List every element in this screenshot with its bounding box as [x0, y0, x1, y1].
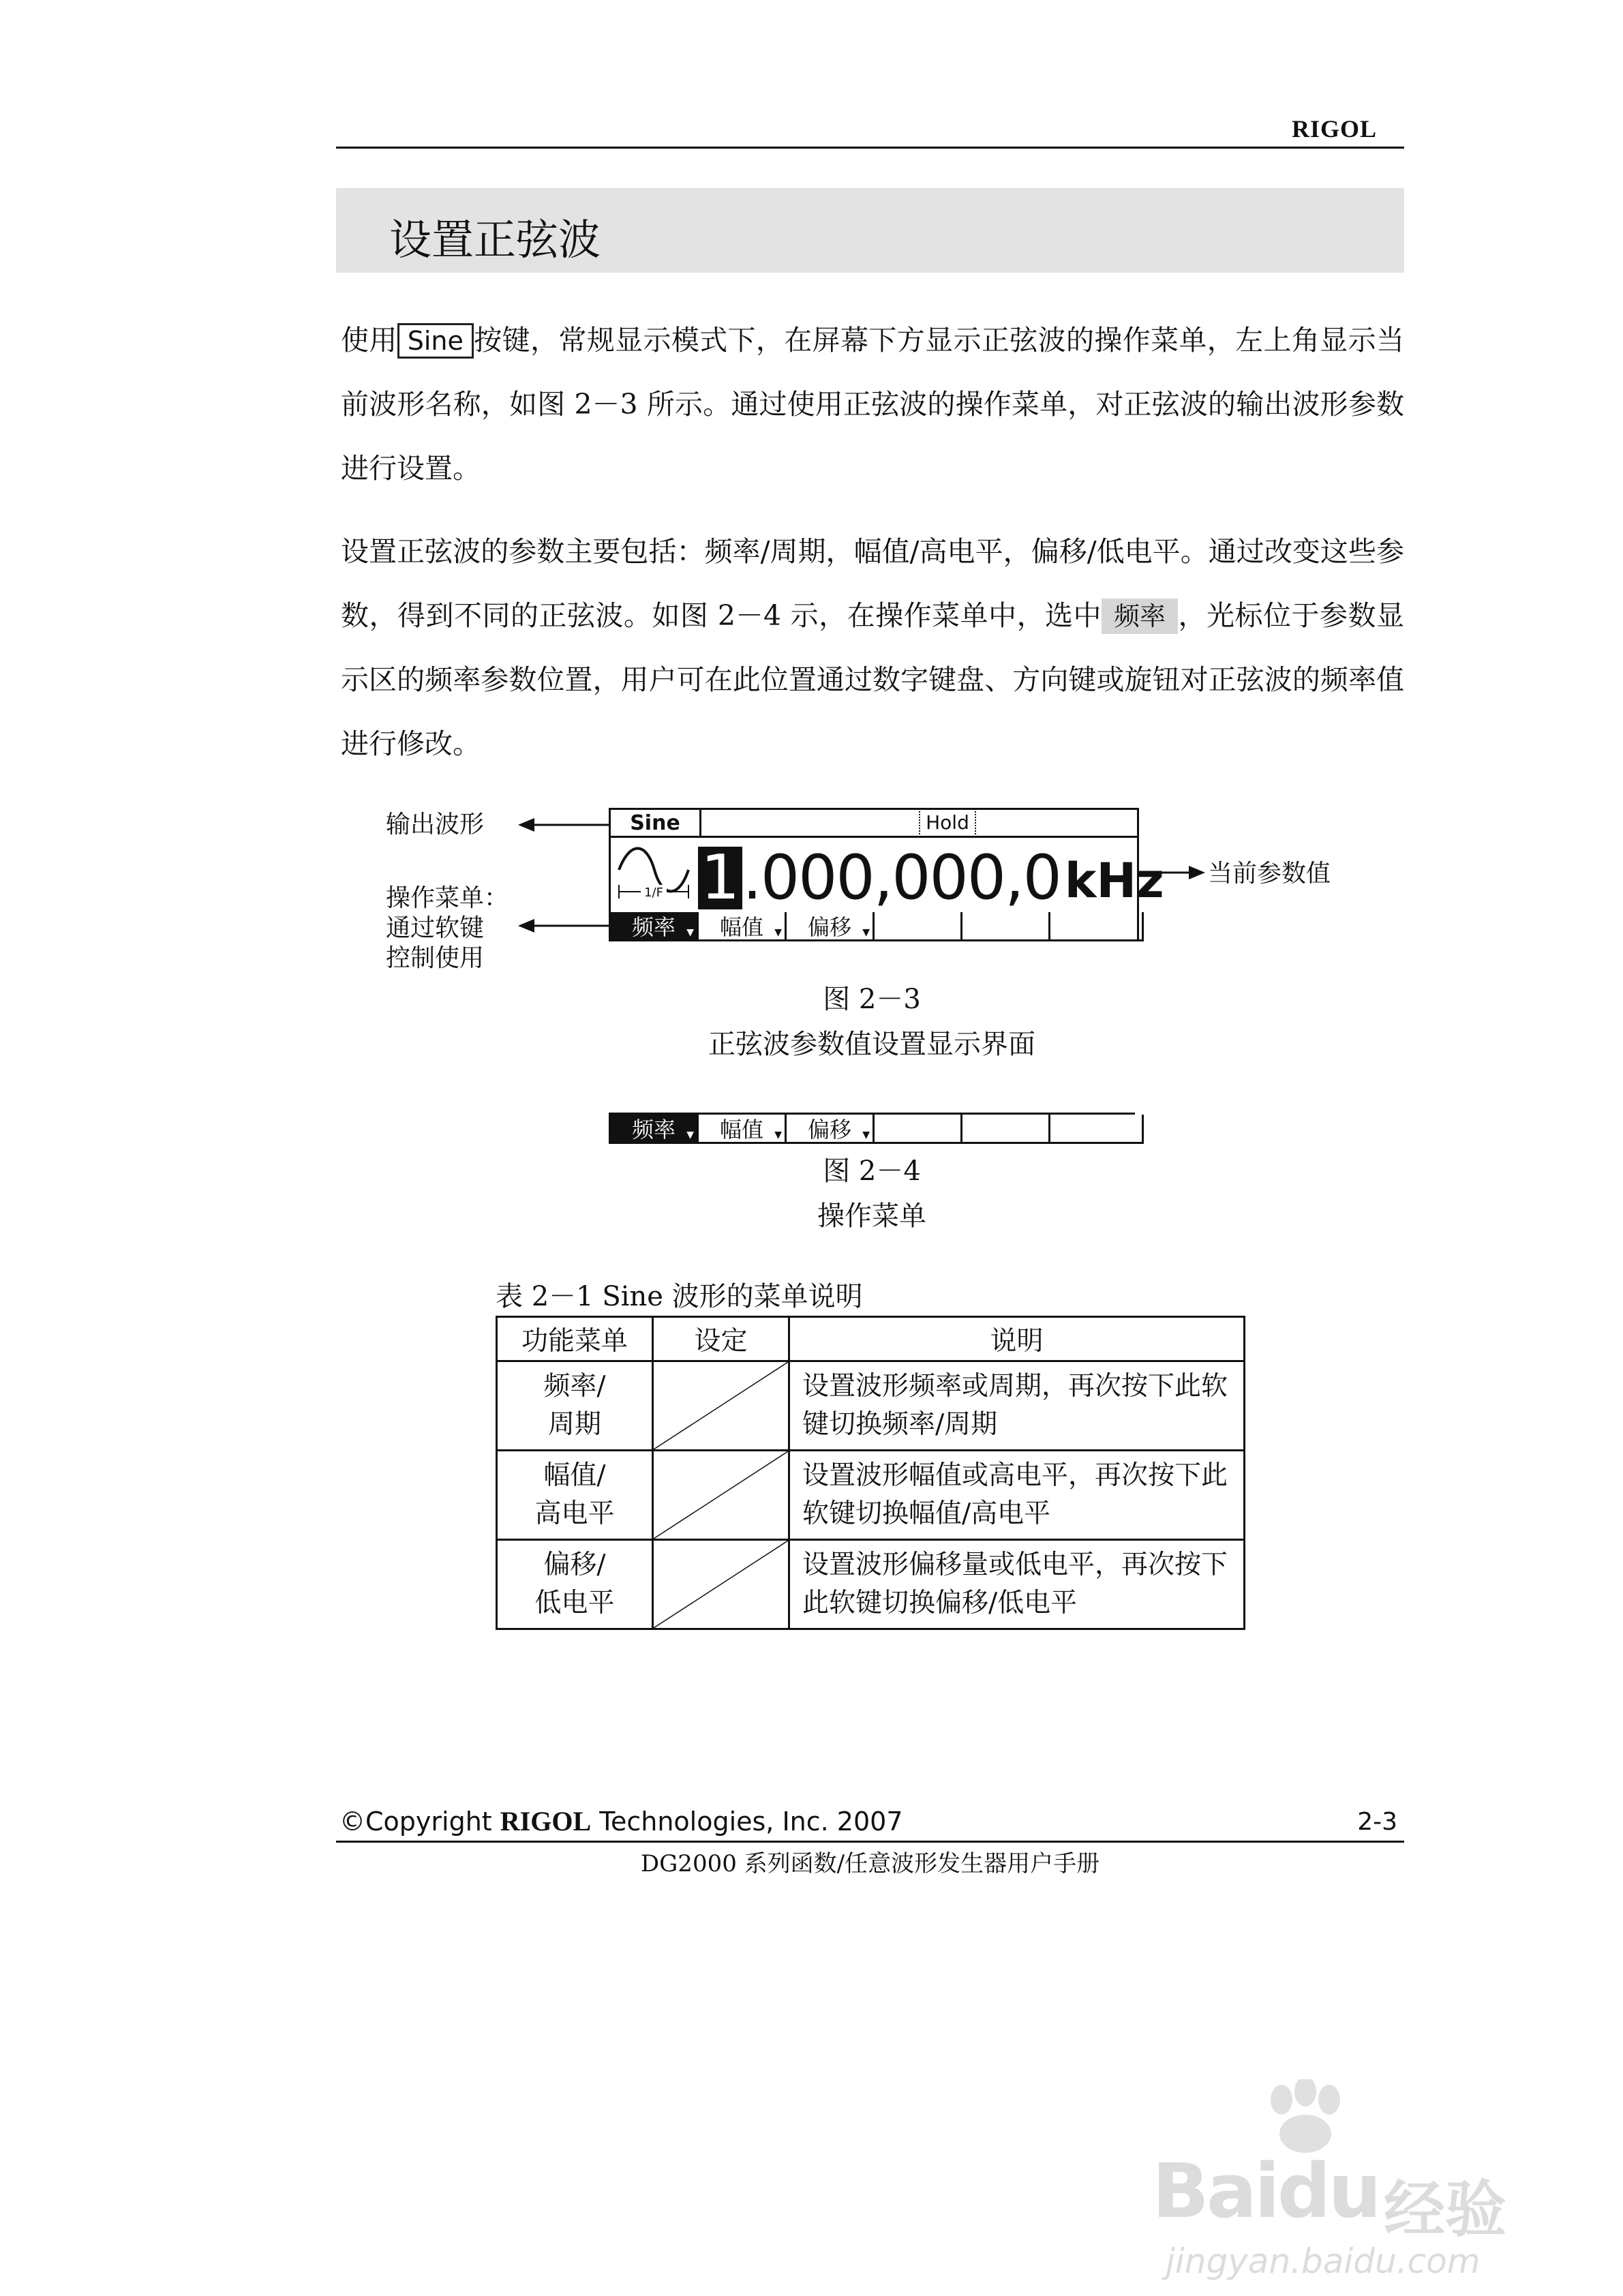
softkey-offset[interactable]: 偏移 ▼: [785, 1115, 875, 1144]
figure-1-caption: 正弦波参数值设置显示界面: [708, 1029, 1035, 1060]
dropdown-triangle-icon: ▼: [862, 927, 870, 938]
function-cell: 幅值/ 高电平: [497, 1451, 653, 1540]
brand-header: RIGOL: [1291, 115, 1377, 142]
frequency-softkey-label: 频率: [1102, 599, 1178, 634]
description-cell: 设置波形幅值或高电平，再次按下此软键切换幅值/高电平: [789, 1451, 1245, 1540]
status-bar-rule: [701, 836, 1137, 838]
annotation-menu-line-3: 控制使用: [386, 944, 485, 972]
setting-cell-empty: [653, 1361, 789, 1451]
lcd-screen: [609, 808, 1164, 941]
sine-key-label: Sine: [397, 323, 474, 359]
softkey-offset[interactable]: 偏移 ▼: [785, 912, 875, 941]
period-label: 1/F: [644, 886, 663, 900]
header-description: 说明: [789, 1317, 1245, 1361]
soft-menu-bar-2: [609, 1115, 1142, 1143]
section-title-band: [336, 188, 1404, 273]
paragraph-2-body: ，光标位于参数显示区的频率参数位置，用户可在此位置通过数字键盘、方向键或旋钮对正弦波的频率值进行修改。: [341, 599, 1405, 760]
dropdown-triangle-icon: ▼: [862, 1130, 870, 1141]
figure-1-number: 图 2－3: [823, 984, 921, 1015]
description-cell: 设置波形偏移量或低电平，再次按下此软键切换偏移/低电平: [789, 1540, 1245, 1629]
paragraph-1-body: 按键，常规显示模式下，在屏幕下方显示正弦波的操作菜单，左上角显示当前波形名称，如图 2－3 所示。通过使用正弦波的操作菜单，对正弦波的输出波形参数进行设置。: [341, 324, 1404, 485]
function-cell: 偏移/ 低电平: [497, 1540, 653, 1629]
softkey-5[interactable]: [960, 912, 1050, 941]
watermark-brand: Baidu: [1152, 2147, 1379, 2235]
table-row: [497, 1361, 1245, 1451]
hold-indicator: Hold: [919, 811, 976, 834]
dropdown-triangle-icon: ▼: [686, 927, 694, 938]
figure-2-menu: [609, 1113, 1135, 1146]
sine-menu-table: [496, 1316, 1245, 1630]
watermark-service: 经验: [1384, 2174, 1506, 2246]
softkey-6[interactable]: [1048, 1115, 1144, 1144]
frequency-readout: [698, 842, 1164, 913]
paw-print-icon: [1254, 2079, 1356, 2154]
paragraph-2-lead: 设置正弦波的参数主要包括：频率/周期，幅值/高电平，偏移/低电平。通过改变这些参数，得到不同的正弦波。如图 2－4 示，在操作菜单中，选中: [341, 535, 1404, 632]
header-setting: 设定: [653, 1317, 789, 1361]
table-header-row: [497, 1317, 1245, 1361]
dropdown-triangle-icon: ▼: [774, 1130, 782, 1141]
page-number: 2-3: [1357, 1808, 1397, 1836]
annotation-current-value: 当前参数值: [1208, 860, 1331, 888]
softkey-amplitude[interactable]: 幅值 ▼: [697, 1115, 787, 1144]
dropdown-triangle-icon: ▼: [774, 927, 782, 938]
softkey-4[interactable]: [873, 1115, 962, 1144]
cursor-digit: 1: [698, 847, 742, 909]
section-title: 设置正弦波: [389, 215, 601, 265]
table-row: [497, 1451, 1245, 1540]
copyright-brand: RIGOL: [500, 1806, 592, 1837]
annotation-menu-line-1: 操作菜单：: [386, 884, 509, 912]
figure-2-caption: 操作菜单: [817, 1200, 926, 1232]
sine-wave-icon: [615, 844, 693, 905]
table-caption: 表 2－1 Sine 波形的菜单说明: [496, 1281, 863, 1312]
frequency-value-digits: .000,000,0: [742, 842, 1061, 913]
header-rule: [336, 147, 1404, 149]
annotation-menu-line-2: 通过软键: [386, 914, 485, 942]
dropdown-triangle-icon: ▼: [686, 1130, 694, 1141]
softkey-frequency[interactable]: 频率 ▼: [609, 912, 699, 941]
softkey-5[interactable]: [960, 1115, 1050, 1144]
softkey-amplitude[interactable]: 幅值 ▼: [697, 912, 787, 941]
paragraph-1-lead: 使用: [341, 324, 397, 357]
setting-cell-empty: [653, 1451, 789, 1540]
waveform-name-tab: Sine: [611, 810, 701, 838]
paragraph-2: [341, 519, 1404, 776]
header-function-menu: 功能菜单: [497, 1317, 653, 1361]
softkey-6[interactable]: [1048, 912, 1144, 941]
manual-title: DG2000 系列函数/任意波形发生器用户手册: [640, 1850, 1100, 1877]
watermark-url: jingyan.baidu.com: [1166, 2241, 1481, 2281]
paragraph-1: [341, 308, 1404, 500]
annotation-output-waveform: 输出波形: [386, 811, 485, 839]
figure-2-number: 图 2－4: [823, 1155, 921, 1187]
softkey-frequency[interactable]: 频率 ▼: [609, 1115, 699, 1144]
frequency-unit: kHz: [1064, 853, 1164, 909]
baidu-watermark: [1152, 2079, 1534, 2284]
table-row: [497, 1540, 1245, 1629]
copyright-line: ©Copyright RIGOL Technologies, Inc. 2007: [339, 1806, 903, 1837]
softkey-4[interactable]: [873, 912, 962, 941]
description-cell: 设置波形频率或周期，再次按下此软键切换频率/周期: [789, 1361, 1245, 1451]
setting-cell-empty: [653, 1540, 789, 1629]
footer-rule: [336, 1841, 1404, 1843]
function-cell: 频率/ 周期: [497, 1361, 653, 1451]
soft-menu-bar: [609, 912, 1142, 941]
